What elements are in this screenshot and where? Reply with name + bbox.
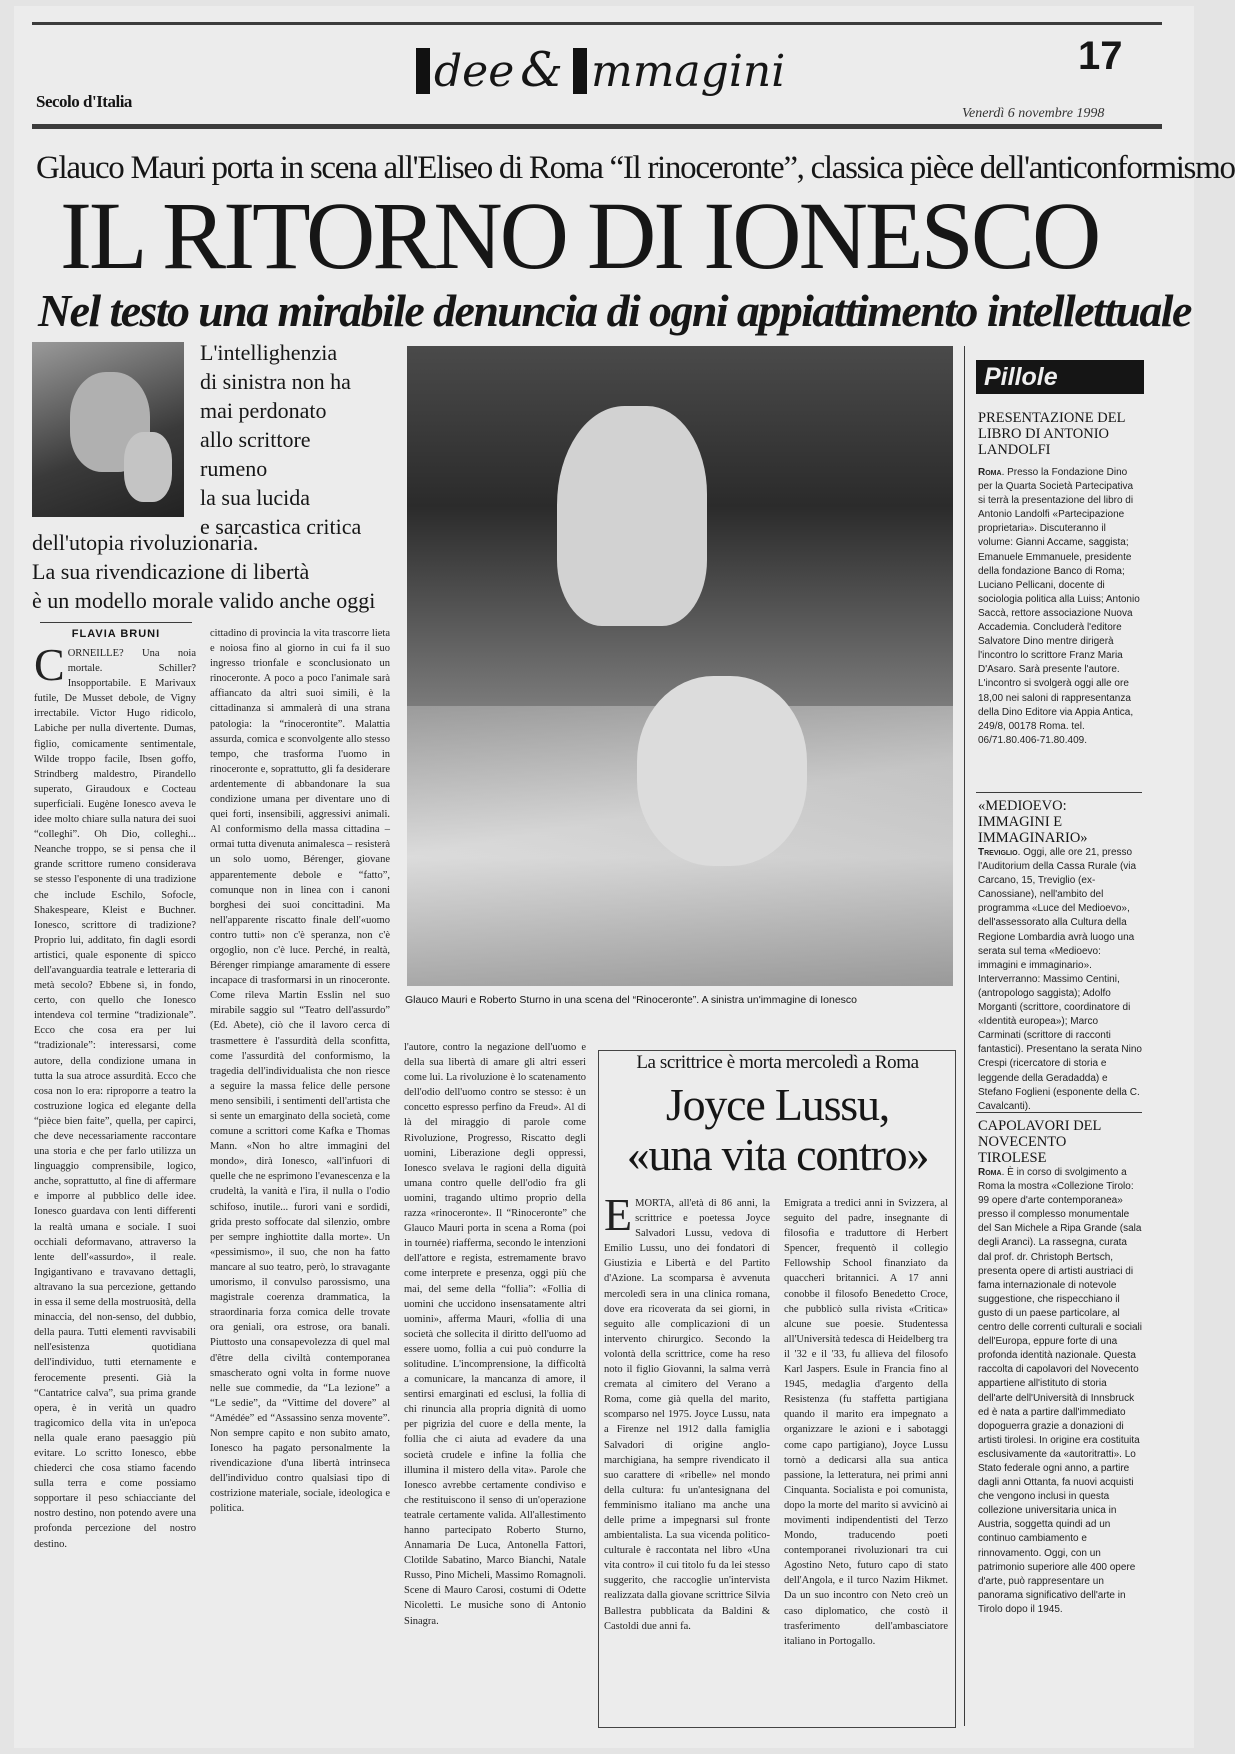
- byline-rule: [40, 622, 192, 623]
- drop-cap: C: [34, 639, 65, 690]
- drop-cap: E: [604, 1189, 633, 1240]
- sidebar-item-heading: «MEDIOEVO: IMMAGINI E IMMAGINARIO»: [978, 798, 1088, 846]
- lussu-text: Emigrata a tredici anni in Svizzera, al seguito del padre, insegnante di filosofia e traduttore di Herbert Spencer, frequentò il collegio Fellowship School finanziato da quaccheri britannici. A 17 anni conobbe il filosofo Benedetto Croce, che pubblicò sulla rivista «Critica» alcune sue poesie. Studentessa all'Università tedesca di Heidelberg tra il '32 e il '33, fu allieva del filosofo Karl Jaspers. Esule in Francia fino al 1945, medaglia d'argento della Resistenza (fu staffetta partigiana quando il marito era impegnato a organizzare le azioni e i sabotaggi come capo partigiano), Joyce Lussu tornò a dedicarsi alla sua antica passione, la letteratura, nei primi anni Cinquanta. Socialista e poi comunista, dopo la morte del marito si avvicinò ai movimenti indipendentisti del Terzo Mondo, traducendo poeti contemporanei rivoluzionari tra cui Agostino Neto, futuro capo di stato dell'Angola, e il turco Nazim Hikmet. Da un suo incontro con Neto creò un caso diplomatico, che costò il trasferimento dell'ambasciatore italiano in Portogallo.: [784, 1198, 948, 1647]
- byline: FLAVIA BRUNI: [71, 628, 161, 640]
- pull-quote-line: allo scrittore: [200, 427, 311, 452]
- lussu-text: MORTA, all'età di 86 anni, la scrittrice e poetessa Joyce Salvadori Lussu, vedova di Emilio Lussu, uno dei fondatori di Giustizia e Libertà e del Partito d'Azione. La scomparsa è avvenuta mercoledì sera in una clinica romana, dove era ricoverata da sei giorni, in seguito alle complicazioni di un intervento chirurgico. Secondo la volontà della scrittrice, come ha reso noto il figlio Giovanni, la salma verrà cremata al cimitero del Verano a Roma, come già quella del marito, scomparso nel 1975. Joyce Lussu, nata a Firenze nel 1912 dalla famiglia Salvadori di origine anglo-marchigiana, ha sempre rivendicato il suo carattere di «ribelle» nel mondo della cultura: fu un'antesignana del femminismo italiano ma anche una delle prime a impegnarsi sul fronte ambientalista. La sua vicenda politico-culturale è raccontata nel libro «Una vita contro» il cui titolo fu da lei stesso suggerito, che raccoglie un'intervista realizzata dalla giovane scrittrice Silvia Ballestra pubblicata da Baldini & Castoldi due anni fa.: [604, 1198, 770, 1632]
- lussu-title-line-1: Joyce Lussu,: [665, 1079, 890, 1130]
- sidebar-item-body: Oggi, alle ore 21, presso l'Auditorium della Cassa Rurale (via Carcano, 15, Treviglio (ex-Canossiane), nell'ambito del programma «Luce del Medioevo», dell'assessorato alla Cultura della Regione Lombardia avrà luogo una serata sul tema «Medioevo: immagini e immaginario». Interverranno: Massimo Centini, (antropologo saggista); Adolfo Morganti (scrittore, coordinatore di «Identità europea»); Marco Carminati (scrittore di racconti fantastici). Presentano la serata Nino Crespi (ricercatore di storia e leggende della Geradadda) e Stefano Foglieni (esponente della C. Cavalcanti).: [978, 847, 1142, 1112]
- sidebar-rule: [964, 346, 965, 1726]
- section-word-2: mmagini: [590, 46, 786, 97]
- pull-quote-line: La sua rivendicazione di libertà: [32, 559, 310, 584]
- lussu-column-2: [784, 1196, 948, 1720]
- sidebar-divider: [976, 1112, 1142, 1113]
- stage-photo: [407, 346, 953, 986]
- article-kicker: Glauco Mauri porta in scena all'Eliseo di Roma “Il rinoceronte”, classica pièce dell'anticonformismo: [36, 150, 1235, 186]
- sidebar-item-text: Roma. Presso la Fondazione Dino per la Quarta Società Partecipativa si terrà la presentazione del libro di Antonio Landolfi «Partecipazione proprietaria». Discuteranno il volume: Gianni Accame, saggista; Emanuele Emmanuele, presidente della fondazione Banco di Roma; Luciano Pellicani, docente di sociologia politica alla Luiss; Antonio Saccà, rettore associazione Nuova Accademia. Concluderà l'editore Salvatore Dino mentre dirigerà l'incontro lo scrittore Franz Maria D'Asaro. Sarà presente l'autore. L'incontro si svolgerà oggi alle ore 18,00 nei saloni di rappresentanza della Dino Editore via Appia Antica, 249/8, 00178 Roma. tel. 06/71.80.406-71.80.409.: [978, 467, 1140, 746]
- sidebar-item-place: Roma: [978, 1167, 1002, 1178]
- article-column-1: [34, 639, 196, 1726]
- section-title: [412, 42, 785, 98]
- photo-caption: Glauco Mauri e Roberto Sturno in una scena del “Rinoceronte”. A sinistra un'immagine di Ionesco: [405, 994, 857, 1006]
- lussu-column-1: [604, 1189, 770, 1720]
- pull-quote-line: e sarcastica critica: [200, 514, 362, 539]
- sidebar-item-heading: PRESENTAZIONE DEL LIBRO DI ANTONIO LANDOLFI: [978, 410, 1125, 458]
- sidebar-item-text: Treviglio. Oggi, alle ore 21, presso l'Auditorium della Cassa Rurale (via Carcano, 15, Treviglio (ex-Canossiane), nell'ambito del programma «Luce del Medioevo», dell'assessorato alla Cultura della Regione Lombardia avrà luogo una serata sul tema «Medioevo: immagini e immaginario». Interverranno: Massimo Centini, (antropologo saggista); Adolfo Morganti (scrittore, coordinatore di «Identità europea»); Marco Carminati (scrittore di racconti fantastici). Presentano la serata Nino Crespi (ricercatore di storia e leggende della Geradadda) e Stefano Foglieni (esponente della C. Cavalcanti).: [978, 847, 1142, 1112]
- sidebar-divider: [976, 792, 1142, 793]
- masthead-rule: [32, 124, 1162, 129]
- section-initial-i: [416, 48, 430, 94]
- sidebar-item-heading: CAPOLAVORI DEL NOVECENTO TIROLESE: [978, 1118, 1101, 1166]
- pull-quote-line: mai perdonato: [200, 398, 327, 423]
- sidebar-item-text: Roma. È in corso di svolgimento a Roma la mostra «Collezione Tirolo: 99 opere d'arte contemporanea» presso il complesso monumentale del San Michele a Ripa Grande (sala degli Aranci). La rassegna, curata dal prof. dr. Christoph Bertsch, presenta opere di artisti austriaci di fama internazionale di notevole suggestione, che rispecchiano il gusto di un paese particolare, al centro delle correnti culturali e sociali dell'Europa, eppure forte di una profonda identità nazionale. Questa raccolta di capolavori del Novecento appartiene all'istituto di storia dell'arte dell'Università di Innsbruck ed è nata a partire dall'immediato dopoguerra grazie a donazioni di artisti tirolesi. In origine era costituita esclusivamente da «autoritratti». Lo Stato federale ogni anno, a partire dagli anni Ottanta, fa nuovi acquisti che vengono inclusi in questa collezione universitaria unica in Austria, soggetta quindi ad un continuo cambiamento e rinnovamento. Oggi, con un patrimonio superiore alle 400 opere d'arte, può rappresentare un panorama significativo dell'arte in Tirolo dopo il 1945.: [978, 1167, 1142, 1615]
- section-word-1: dee: [434, 46, 515, 97]
- article-text: cittadino di provincia la vita trascorre lieta e noiosa fino al giorno in cui fa il suo ingresso trionfale e sconclusionato un rinoceronte. A poco a poco l'animale sarà affiancato da altri suoi simili, è la cittadinanza si ammalerà di una strana patologia: la “rinocerontite”. Malattia assurda, comica e sconvolgente allo stesso tempo, che trasforma l'uomo in rinoceronte e, soprattutto, gli fa desiderare ardentemente di abbandonare la sua condizione umana per diventare uno di quei forti, insensibili, aggressivi animali. Al conformismo della massa cittadina – ormai tutta divenuta animalesca – resisterà un solo uomo, Bérenger, giovane apparentemente debole e “fatto”, comunque non in linea con i canoni borghesi dei suoi concittadini. Ma nell'apparente riscatto finale dell'«uomo contro tutti» non c'è speranza, non c'è orgoglio, non c'è luce. Perché, in realtà, Bérenger rimpiange amaramente di essere incapace di trasformarsi in un rinoceronte. Come rileva Martin Esslin nel suo mirabile saggio sul “Teatro dell'assurdo” (Ed. Abete), ciò che il lavoro cerca di trasmettere è l'assurdità della sconfitta, come l'assurdità del conformismo, la tragedia dell'individualista che non riesce a seguire la massa felice delle persone meno sensibili, i sentimenti dell'artista che si sente un emarginato della società, come comune a scrittori come Kafka e Thomas Mann. «Non ho altre immagini del mondo», dirà Ionesco, «all'infuori di quelle che ne esprimono l'evanescenza e la crudeltà, la vanità e l'ira, il nulla o l'odio schifoso, inutile... furori vani e sordidi, grida presto soffocate dal silenzio, ombre per sempre inghiottite dalla morte». Un «pessimismo», il suo, che non ha fatto mancare al suo teatro, però, lo stravagante umorismo, il convulso parossismo, una magistrale coerenza drammatica, la straordinaria forza comica delle trovate ora geniali, ora estrose, ora banali. Piuttosto una consapevolezza di quel mal d'être della civiltà contemporanea smascherato ogni volta in forme nuove nelle sue commedie, da “La lezione” a “Le sedie”, da “Vittime del dovere” al “Amédée” ed “Assassino senza movente”. Non sempre capito e non subito amato, Ionesco ha pagato personalmente la rivendicazione d'una libertà intrinseca dell'individuo contro qualsiasi tipo di costrizione materiale, sociale, ideologica e politica.: [210, 628, 390, 1515]
- pull-quote-line: L'intellighenzia: [200, 340, 338, 365]
- article-headline: IL RITORNO DI IONESCO: [60, 182, 1099, 289]
- issue-date: Venerdì 6 novembre 1998: [962, 106, 1105, 121]
- pull-quote-line: è un modello morale valido anche oggi: [32, 588, 376, 613]
- lussu-title: [605, 1080, 950, 1180]
- section-initial-i: [573, 48, 587, 94]
- top-rule: [32, 22, 1162, 25]
- pull-quote-line: rumeno: [200, 456, 268, 481]
- article-text: ORNEILLE? Una noia mortale. Schiller? Insopportabile. E Marivaux futile, De Musset debole, de Vigny irrectabile. Victor Hugo ridicolo, Labiche per nulla divertente. Dumas, figlio, comicamente sentimentale, Wilde troppo facile, Ibsen goffo, Strindberg maldestro, Pirandello superato, Giraudoux e Cocteau superficiali. Eugène Ionesco aveva le idee molto chiare sulla natura dei suoi “colleghi”. Oh Dio, colleghi... Neanche troppo, se si pensa che il grande scrittore rumeno considerava se stesso l'esponente di una tradizione che include Eschilo, Sofocle, Shakespeare, Kleist e Buchner. Ionesco, scrittore di tradizione? Proprio lui, additato, fin dagli esordi artistici, quale esponente di spicco dell'avanguardia teatrale e letteraria di metà secolo? Ebbene sì, in fondo, certo, con quello che Ionesco intendeva col termine “tradizionale”. Ecco che cosa era per lui “tradizionale”: interessarsi, come autore, della condizione umana in tutta la sua atroce assurdità. Ecco che cosa non lo era: riproporre a teatro la costruzione logica ed elegante della “pièce bien faite”, quella, per capirci, che deve necessariamente raccontare una storia e che per farlo utilizza un linguaggio comprensibile, logico, anche, soprattutto, al fine di affermare e imporre al pubblico delle idee. Ionesco guardava con lenti differenti la realtà umana e sociale. I suoi occhiali deformavano, attraverso la lente dell'«assurdo», il reale. Ingigantivano e travavano dettagli, altravano la sua percezione, gettando in essa il seme della mostruosità, della minaccia, del non-senso, del dubbio, della paura. Tutti elementi ravvisabili nell'esistenza quotidiana dell'individuo, tutti eternamente e ferocemente presenti. Già la “Cantatrice calva”, sua prima grande opera, è in verità un quadro tragicomico della vita in un'epoca nella quale erano paesaggio più evitare. Lo scritto Ionesco, ebbe chiederci che cosa stiamo facendo sulla terra e come possiamo sopportare il peso schiacciante del nostro destino, non potendo avere una profonda percezione del nostro destino.: [34, 648, 196, 1550]
- pull-quote-line: di sinistra non ha: [200, 369, 351, 394]
- section-ampersand: &: [520, 42, 563, 98]
- newspaper-brand: Secolo d'Italia: [36, 92, 132, 111]
- lussu-kicker: La scrittrice è morta mercoledì a Roma: [636, 1052, 919, 1073]
- article-column-2: [210, 626, 390, 1726]
- sidebar-item-body: Presso la Fondazione Dino per la Quarta Società Partecipativa si terrà la presentazione del libro di Antonio Landolfi «Partecipazione proprietaria». Discuteranno il volume: Gianni Accame, saggista; Emanuele Emmanuele, presidente della fondazione Banco di Roma; Luciano Pellicani, docente di sociologia politica alla Luiss; Antonio Saccà, rettore associazione Nuova Accademia. Concluderà l'editore Salvatore Dino mentre dirigerà l'incontro lo scrittore Franz Maria D'Asaro. Sarà presente l'autore. L'incontro si svolgerà oggi alle ore 18,00 nei saloni di rappresentanza della Dino Editore via Appia Antica, 249/8, 00178 Roma. tel. 06/71.80.406-71.80.409.: [978, 467, 1140, 746]
- ionesco-portrait-photo: [32, 342, 184, 517]
- sidebar-title: Pillole: [976, 360, 1144, 394]
- article-subhead: Nel testo una mirabile denuncia di ogni appiattimento intellettuale: [38, 285, 1191, 336]
- lussu-title-line-2: «una vita contro»: [626, 1129, 929, 1180]
- article-text: l'autore, contro la negazione dell'uomo e della sua libertà di amare gli altri esseri come lui. La rivoluzione è lo scatenamento dell'odio dell'uomo contro se stesso: è un concetto espresso perfino da Freud». Al di là del miraggio di parole come Rivoluzione, Progresso, Riscatto degli uomini, Liberazione degli oppressi, Ionesco svelava le ragioni della diguità umana contro quelle dell'odio fra gli uomini, tragando ultimo proprio della razza «rinoceronte». Il “Rinoceronte” che Glauco Mauri porta in scena a Roma (poi in tournée) riafferma, secondo le intenzioni dell'attore e regista, estremamente bravo come interprete e presenza, oggi più che mai, del seme della “follia”: «Follia di uomini che uccidono insensatamente altri uomini», afferma Mauri, «follia di una società che sollecita il diritto dell'uomo ad essere uomo, follia a cui può condurre la solitudine. L'incomprensione, la difficoltà a comunicare, la mancanza di amore, il sentirsi emarginati ed esclusi, la follia di chi rinuncia alla propria dignità di uomo per pigrizia del cuore e della mente, la follia che ci aiuta ad evadere da una società crudele e infine la follia che illumina il mistero della vita». Parole che Ionesco avrebbe certamente condiviso e che restituiscono il senso di un'operazione teatrale certamente valida. All'allestimento hanno partecipato Roberto Sturno, Annamaria De Luca, Antonella Fattori, Clotilde Sabatino, Marco Bianchi, Natale Russo, Pino Micheli, Massimo Romagnoli. Scene di Mauro Carosi, costumi di Odette Nicoletti. Le musiche sono di Antonio Sinagra.: [404, 1042, 586, 1627]
- pull-quote-line: dell'utopia rivoluzionaria.: [32, 530, 259, 555]
- pull-quote-line: la sua lucida: [200, 485, 310, 510]
- page-number: 17: [1078, 34, 1123, 78]
- sidebar-item-place: Roma: [978, 467, 1002, 478]
- sidebar-item-body: È in corso di svolgimento a Roma la mostra «Collezione Tirolo: 99 opere d'arte contemporanea» presso il complesso monumentale del San Michele a Ripa Grande (sala degli Aranci). La rassegna, curata dal prof. dr. Christoph Bertsch, presenta opere di artisti austriaci di fama internazionale di notevole suggestione, che rispecchiano il gusto di un paese particolare, al centro delle correnti culturali e sociali dell'Europa, eppure forte di una profonda identità nazionale. Questa raccolta di capolavori del Novecento appartiene all'istituto di storia dell'arte dell'Università di Innsbruck ed è nata a partire dall'immediato dopoguerra grazie a donazioni di artisti tirolesi. In origine era costituita esclusivamente da «autoritratti». Lo Stato federale ogni anno, a partire dagli anni Ottanta, fa nuovi acquisti che vengono inclusi in questa collezione universitaria unica in Austria, soggetta quindi ad un continuo cambiamento e rinnovamento. Oggi, con un patrimonio superiore alle 400 opere d'arte, può rappresentare un panorama significativo dell'arte in Tirolo dopo il 1945.: [978, 1167, 1142, 1615]
- article-column-3: [404, 1040, 586, 1726]
- sidebar-item-place: Treviglio: [978, 847, 1018, 858]
